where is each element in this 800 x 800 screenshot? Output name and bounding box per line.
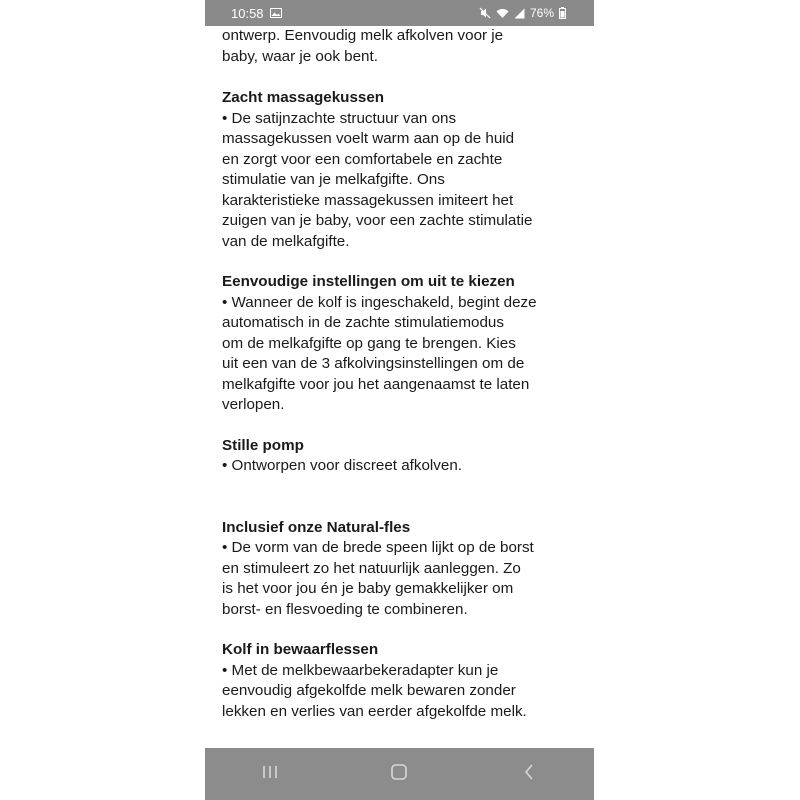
section-line: lekken en verlies van eerder afgekolfde melk. bbox=[222, 702, 527, 720]
section-line: en zorgt voor een comfortabele en zachte bbox=[222, 150, 503, 168]
signal-icon bbox=[514, 8, 525, 19]
home-button[interactable] bbox=[369, 754, 429, 794]
product-description bbox=[222, 26, 582, 722]
section-line: • De satijnzachte structuur van ons bbox=[222, 109, 457, 127]
mute-icon bbox=[479, 7, 491, 19]
section-heading: Inclusief onze Natural-fles bbox=[222, 518, 411, 536]
feature-section bbox=[222, 88, 582, 252]
intro-line: baby, waar je ook bent. bbox=[222, 47, 378, 65]
section-line: om de melkafgifte op gang te brengen. Kies bbox=[222, 334, 516, 352]
section-line: borst- en flesvoeding te combineren. bbox=[222, 600, 468, 618]
section-line: melkafgifte voor jou het aangenaamst te laten bbox=[222, 375, 530, 393]
section-line: automatisch in de zachte stimulatiemodus bbox=[222, 314, 504, 331]
section-line: • De vorm van de brede speen lijkt op de borst bbox=[222, 539, 534, 556]
section-line: • Met de melkbewaarbekeradapter kun je bbox=[222, 661, 499, 679]
home-icon bbox=[390, 763, 408, 786]
feature-section bbox=[222, 272, 582, 416]
recents-icon bbox=[261, 764, 279, 785]
section-line: is het voor jou én je baby gemakkelijker om bbox=[222, 580, 514, 597]
back-button[interactable] bbox=[499, 754, 559, 794]
section-line: • Ontworpen voor discreet afkolven. bbox=[222, 457, 462, 474]
intro-line: ontwerp. Eenvoudig melk afkolven voor je bbox=[222, 27, 504, 44]
wifi-icon bbox=[496, 8, 509, 19]
status-bar bbox=[205, 0, 594, 26]
status-time: 10:58 bbox=[231, 5, 264, 21]
section-line: van de melkafgifte. bbox=[222, 232, 350, 250]
image-icon bbox=[270, 8, 282, 18]
status-right bbox=[479, 6, 566, 20]
feature-section bbox=[222, 518, 582, 621]
navigation-bar bbox=[205, 748, 594, 800]
back-icon bbox=[523, 763, 535, 786]
feature-section bbox=[222, 436, 582, 477]
section-line: stimulatie van je melkafgifte. Ons bbox=[222, 171, 445, 188]
section-heading: Zacht massagekussen bbox=[222, 89, 385, 106]
section-heading: Kolf in bewaarflessen bbox=[222, 641, 379, 658]
section-line: eenvoudig afgekolfde melk bewaren zonder bbox=[222, 682, 516, 699]
section-line: • Wanneer de kolf is ingeschakeld, begint deze bbox=[222, 293, 537, 311]
section-heading: Stille pomp bbox=[222, 436, 304, 454]
section-line: zuigen van je baby, voor een zachte stimulatie bbox=[222, 212, 533, 229]
feature-section bbox=[222, 640, 582, 722]
section-heading: Eenvoudige instellingen om uit te kiezen bbox=[222, 273, 515, 290]
recents-button[interactable] bbox=[240, 754, 300, 794]
phone-screen bbox=[205, 0, 594, 800]
section-line: karakteristieke massagekussen imiteert het bbox=[222, 191, 514, 209]
section-line: massagekussen voelt warm aan op de huid bbox=[222, 130, 515, 147]
section-line: verlopen. bbox=[222, 396, 285, 413]
battery-level: 76% bbox=[529, 6, 554, 20]
section-line: en stimuleert zo het natuurlijk aanleggen. Zo bbox=[222, 559, 521, 577]
status-left bbox=[231, 6, 282, 21]
section-line: uit een van de 3 afkolvingsinstellingen om de bbox=[222, 355, 525, 372]
battery-icon bbox=[559, 7, 566, 19]
